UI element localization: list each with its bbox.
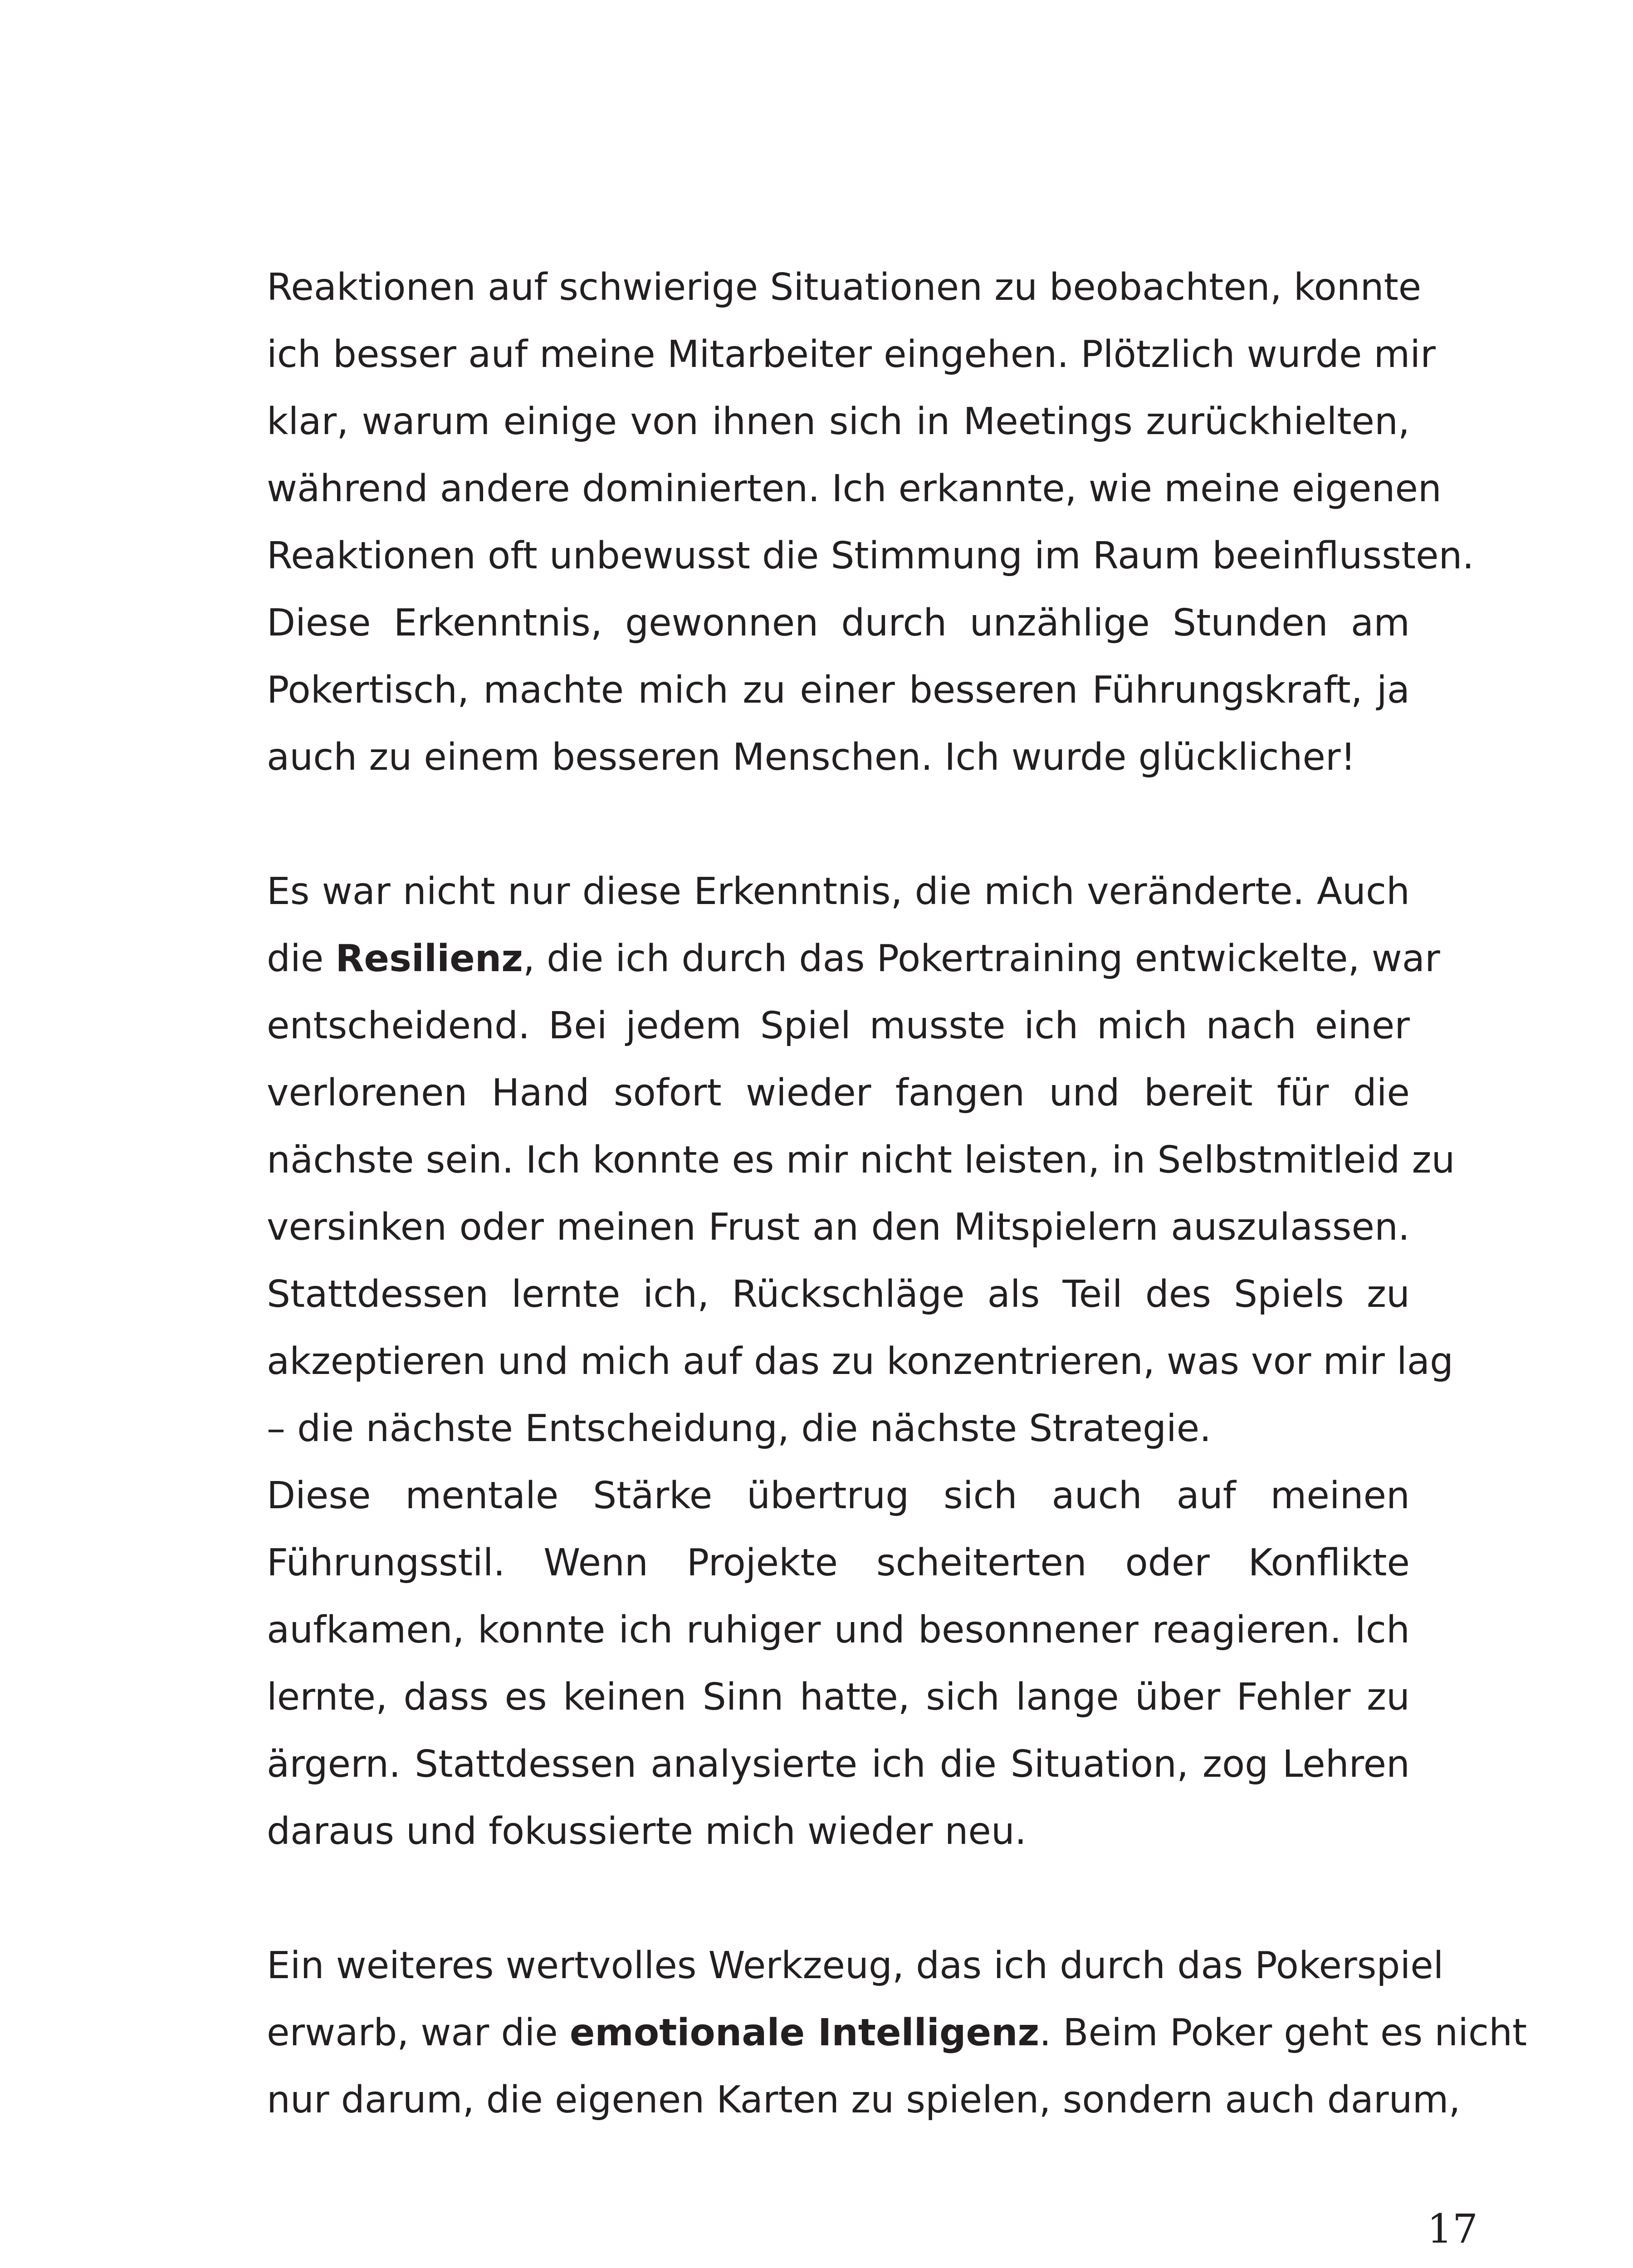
text-line: daraus und fokussierte mich wieder neu. xyxy=(267,1810,1027,1853)
text-line: – die nächste Entscheidung, die nächste Strategie. xyxy=(267,1407,1212,1450)
text-line: während andere dominierten. Ich erkannte, wie meine eigenen xyxy=(267,467,1442,510)
text-line: nur darum, die eigenen Karten zu spielen, sondern auch darum, xyxy=(267,2078,1461,2121)
text-line: klar, warum einige von ihnen sich in Meetings zurückhielten, xyxy=(267,400,1410,443)
text-line: versinken oder meinen Frust an den Mitspielern auszulassen. xyxy=(267,1206,1410,1249)
text-line: Es war nicht nur diese Erkenntnis, die mich veränderte. Auch xyxy=(267,870,1410,913)
text-line: auch zu einem besseren Menschen. Ich wurde glücklicher! xyxy=(267,736,1356,779)
text-line: verlorenen Hand sofort wieder fangen und bereit für die xyxy=(267,1071,1410,1114)
text-line: Pokertisch, machte mich zu einer besseren Führungskraft, ja xyxy=(267,669,1410,712)
text-segment: erwarb, war die xyxy=(267,2011,570,2054)
body-text xyxy=(267,254,1527,2134)
paragraph-4 xyxy=(267,1932,1527,2134)
text-segment: die xyxy=(267,937,336,980)
text-line: aufkamen, konnte ich ruhiger und besonnener reagieren. Ich xyxy=(267,1608,1410,1652)
text-line: akzeptieren und mich auf das zu konzentrieren, was vor mir lag xyxy=(267,1340,1454,1383)
text-line: lernte, dass es keinen Sinn hatte, sich lange über Fehler zu xyxy=(267,1676,1410,1719)
text-line: Reaktionen oft unbewusst die Stimmung im Raum beeinflussten. xyxy=(267,534,1474,577)
text-line: ich besser auf meine Mitarbeiter eingehen. Plötzlich wurde mir xyxy=(267,333,1436,376)
text-line: Reaktionen auf schwierige Situationen zu beobachten, konnte xyxy=(267,266,1422,309)
text-line: Diese Erkenntnis, gewonnen durch unzählige Stunden am xyxy=(267,601,1410,645)
text-line-with-bold xyxy=(267,1999,1527,2067)
paragraph-3 xyxy=(267,1462,1410,1865)
bold-term-emotionale-intelligenz: emotionale Intelligenz xyxy=(569,2011,1040,2054)
paragraph-1 xyxy=(267,254,1474,791)
text-line-with-bold xyxy=(267,925,1440,992)
text-line: Führungsstil. Wenn Projekte scheiterten oder Konflikte xyxy=(267,1541,1410,1584)
text-line: Stattdessen lernte ich, Rückschläge als Teil des Spiels zu xyxy=(267,1273,1410,1316)
text-line: entscheidend. Bei jedem Spiel musste ich mich nach einer xyxy=(267,1004,1410,1047)
text-line: nächste sein. Ich konnte es mir nicht leisten, in Selbstmitleid zu xyxy=(267,1139,1455,1182)
text-line: ärgern. Stattdessen analysierte ich die Situation, zog Lehren xyxy=(267,1743,1410,1786)
text-segment: , die ich durch das Pokertraining entwickelte, war xyxy=(523,937,1440,980)
text-line: Diese mentale Stärke übertrug sich auch auf meinen xyxy=(267,1474,1410,1517)
page-number: 17 xyxy=(1427,2205,1478,2252)
paragraph-2 xyxy=(267,858,1455,1462)
text-line: Ein weiteres wertvolles Werkzeug, das ich durch das Pokerspiel xyxy=(267,1944,1444,1987)
bold-term-resilienz: Resilienz xyxy=(335,937,523,980)
text-segment: . Beim Poker geht es nicht xyxy=(1039,2011,1527,2054)
